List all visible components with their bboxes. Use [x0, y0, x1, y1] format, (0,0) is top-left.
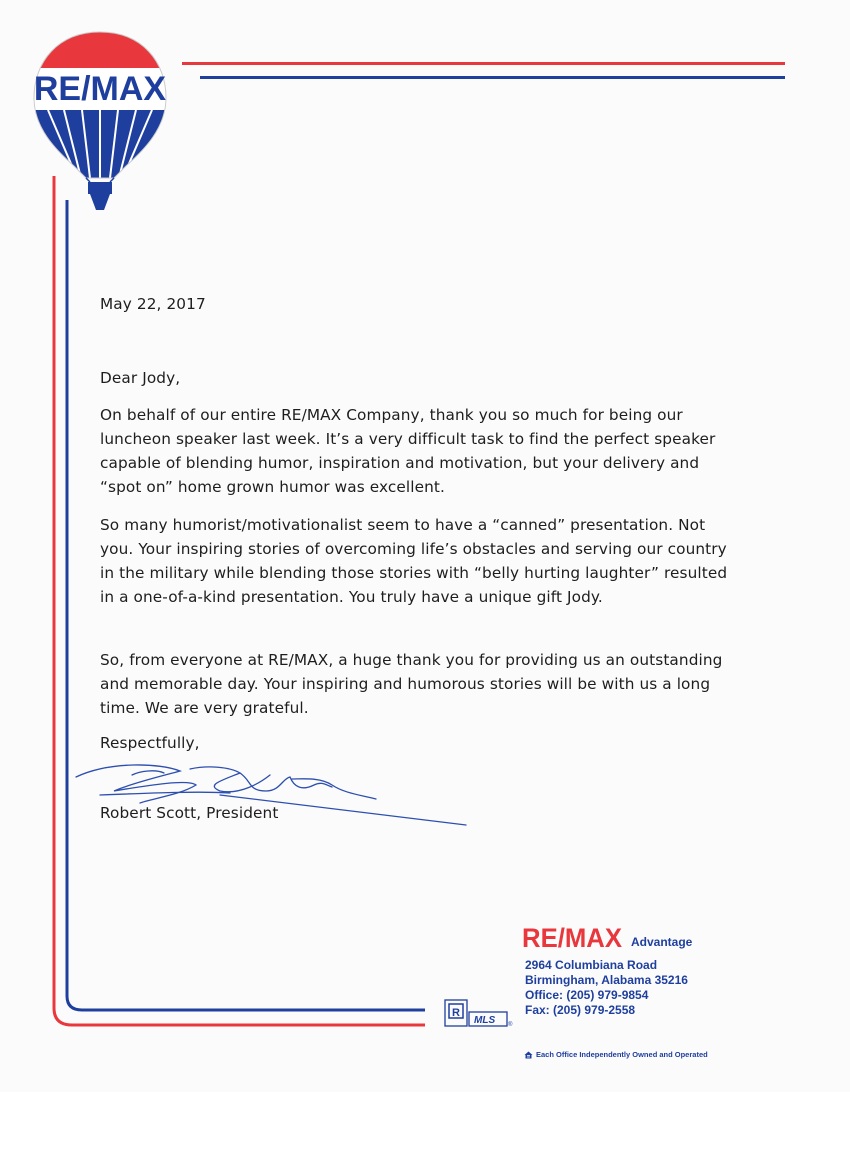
- office-address-line2: Birmingham, Alabama 35216: [525, 973, 688, 987]
- remax-balloon-logo: [30, 28, 170, 218]
- letter-salutation: Dear Jody,: [100, 369, 181, 387]
- letter-paragraph: So, from everyone at RE/MAX, a huge thank you for providing us an outstanding and memorable day. Your inspiring and humorous stories will be with us a long time. We are very grateful.: [100, 651, 723, 717]
- svg-text:®: ®: [508, 1022, 513, 1028]
- office-address-line1: 2964 Columbiana Road: [525, 958, 658, 972]
- office-disclaimer: Each Office Independently Owned and Operated: [536, 1050, 708, 1059]
- realtor-mls-icon: [444, 998, 514, 1028]
- office-fax: Fax: (205) 979-2558: [525, 1003, 636, 1017]
- remax-office-logo: [522, 922, 624, 952]
- office-phone: Office: (205) 979-9854: [525, 988, 649, 1002]
- letter-date: May 22, 2017: [100, 295, 206, 313]
- signer-name: Robert Scott, President: [100, 804, 279, 822]
- disclaimer-row: [524, 1050, 708, 1059]
- office-wordmark: RE/MAX: [522, 923, 622, 952]
- svg-text:R: R: [452, 1007, 460, 1019]
- page-bottom-margin: [0, 1092, 850, 1170]
- equal-housing-icon: [524, 1051, 533, 1059]
- letter-closing: Respectfully,: [100, 734, 200, 752]
- balloon-wordmark: RE/MAX: [33, 70, 167, 108]
- mls-text: MLS: [474, 1015, 496, 1026]
- letter-paragraph: So many humorist/motivationalist seem to have a “canned” presentation. Not you. Your inspiring stories of overcoming life’s obstacles and serving our country in the military while blending those stories with “belly hurting laughter” resulted in a one-of-a-kind presentation. You truly have a unique gift Jody.: [100, 516, 728, 606]
- office-name: Advantage: [631, 935, 693, 949]
- letter-paragraph: On behalf of our entire RE/MAX Company, thank you so much for being our luncheon speaker last week. It’s a very difficult task to find the perfect speaker capable of blending humor, inspiration and motivation, but your delivery and “spot on” home grown humor was excellent.: [100, 406, 716, 496]
